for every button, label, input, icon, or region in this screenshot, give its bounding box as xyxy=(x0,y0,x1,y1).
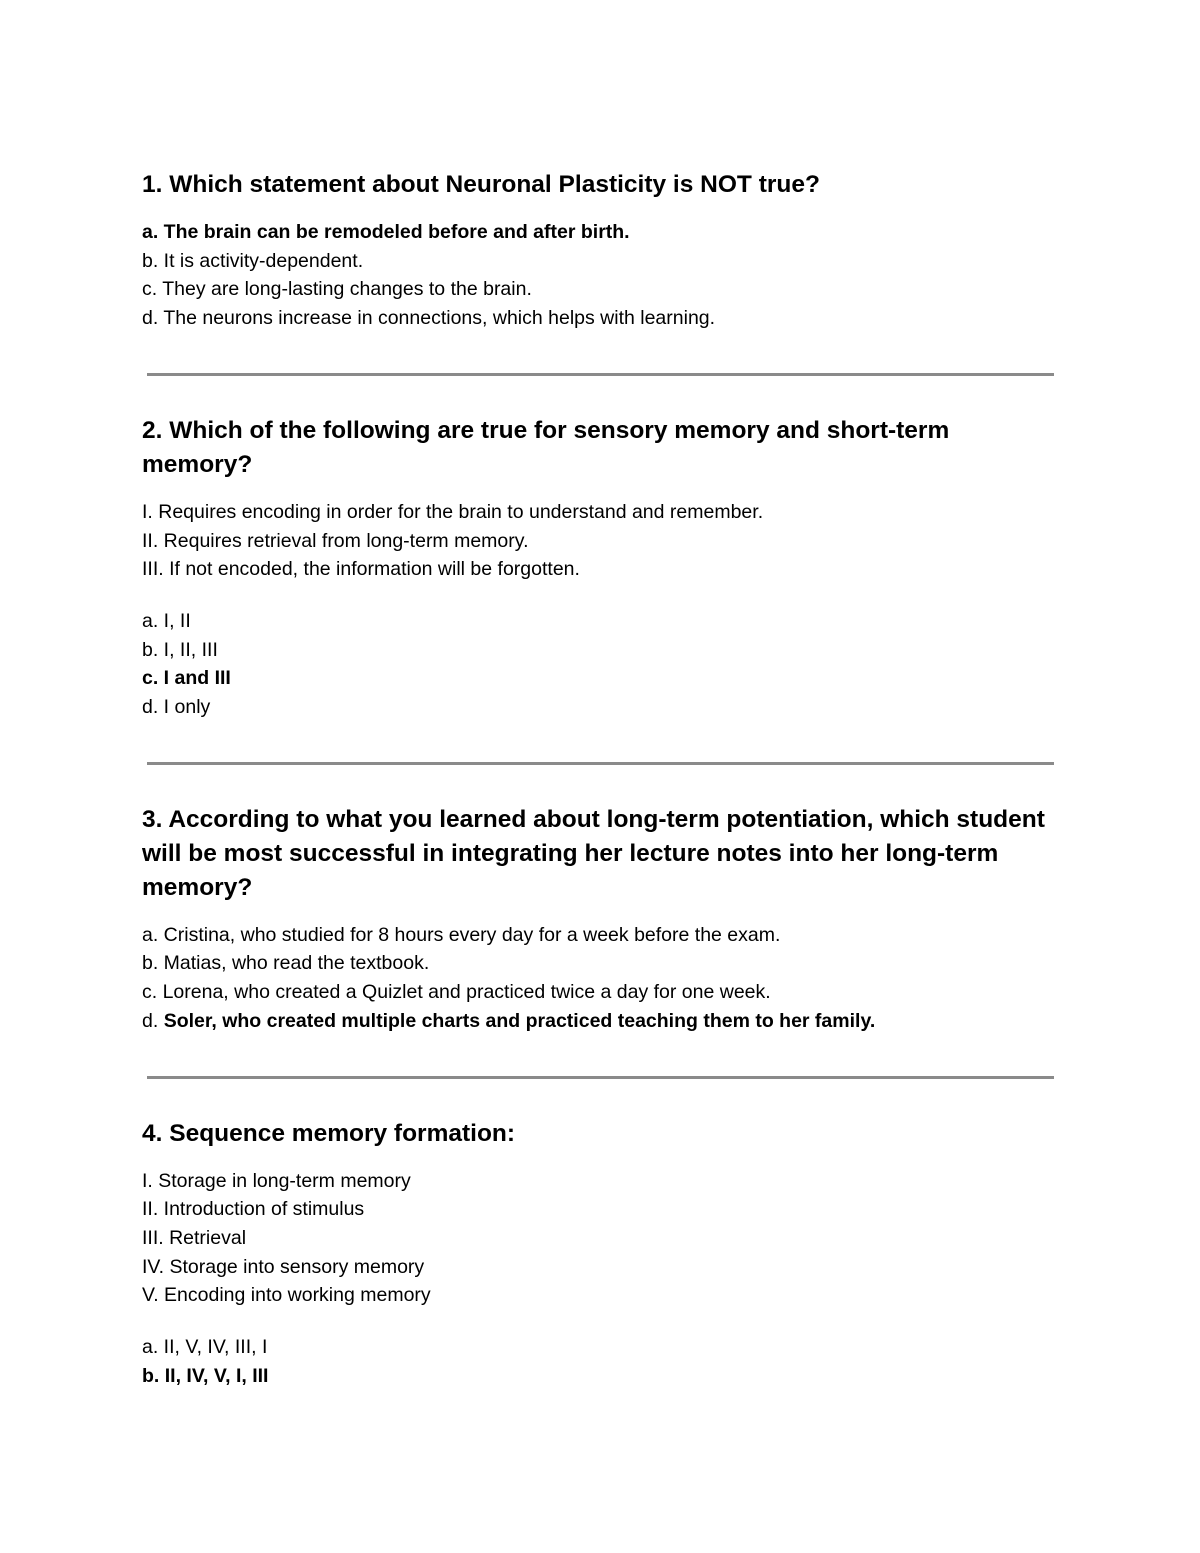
divider xyxy=(147,373,1054,376)
answer-prefix: d. xyxy=(142,1009,164,1032)
divider xyxy=(147,1076,1054,1079)
answer-option: c. I and III xyxy=(142,667,231,690)
answer-option: a. Cristina, who studied for 8 hours every day for a week before the exam. xyxy=(142,923,781,946)
statement-item: II. Introduction of stimulus xyxy=(142,1198,365,1221)
statement-item: I. Storage in long-term memory xyxy=(142,1169,411,1192)
statement-item: V. Encoding into working memory xyxy=(142,1284,431,1307)
statement-item: IV. Storage into sensory memory xyxy=(142,1255,425,1278)
answer-option: b. It is activity-dependent. xyxy=(142,249,364,272)
question-title: 2. Which of the following are true for sensory memory and short-term memory? xyxy=(142,416,950,478)
answer-option: b. II, IV, V, I, III xyxy=(142,1364,269,1387)
answer-text: Soler, who created multiple charts and practiced teaching them to her family. xyxy=(163,1009,876,1032)
answer-option: d. I only xyxy=(142,696,211,719)
question-1 xyxy=(142,168,1054,333)
answer-option: b. Matias, who read the textbook. xyxy=(142,952,430,975)
document-page xyxy=(142,168,1054,1390)
statement-item: III. If not encoded, the information will be forgotten. xyxy=(142,558,580,581)
answer-option: c. They are long-lasting changes to the brain. xyxy=(142,278,532,301)
statement-item: II. Requires retrieval from long-term memory. xyxy=(142,529,529,552)
question-title: 4. Sequence memory formation: xyxy=(142,1119,516,1147)
question-title: 1. Which statement about Neuronal Plasticity is NOT true? xyxy=(142,171,820,198)
answer-option xyxy=(142,1007,1054,1036)
answer-option: a. The brain can be remodeled before and after birth. xyxy=(142,221,630,243)
answer-option: a. II, V, IV, III, I xyxy=(142,1336,268,1359)
statement-item: I. Requires encoding in order for the brain to understand and remember. xyxy=(142,500,764,523)
question-3 xyxy=(142,803,1054,1036)
question-title: 3. According to what you learned about long-term potentiation, which student will be most successful in integrating her lecture notes into her long-term memory? xyxy=(142,805,1045,901)
answer-option: c. Lorena, who created a Quizlet and practiced twice a day for one week. xyxy=(142,981,771,1004)
answer-option: d. The neurons increase in connections, which helps with learning. xyxy=(142,307,716,330)
question-2 xyxy=(142,414,1054,722)
answer-option: b. I, II, III xyxy=(142,638,218,661)
divider xyxy=(147,762,1054,765)
answer-option: a. I, II xyxy=(142,609,191,632)
statement-item: III. Retrieval xyxy=(142,1226,247,1249)
question-4 xyxy=(142,1117,1054,1391)
